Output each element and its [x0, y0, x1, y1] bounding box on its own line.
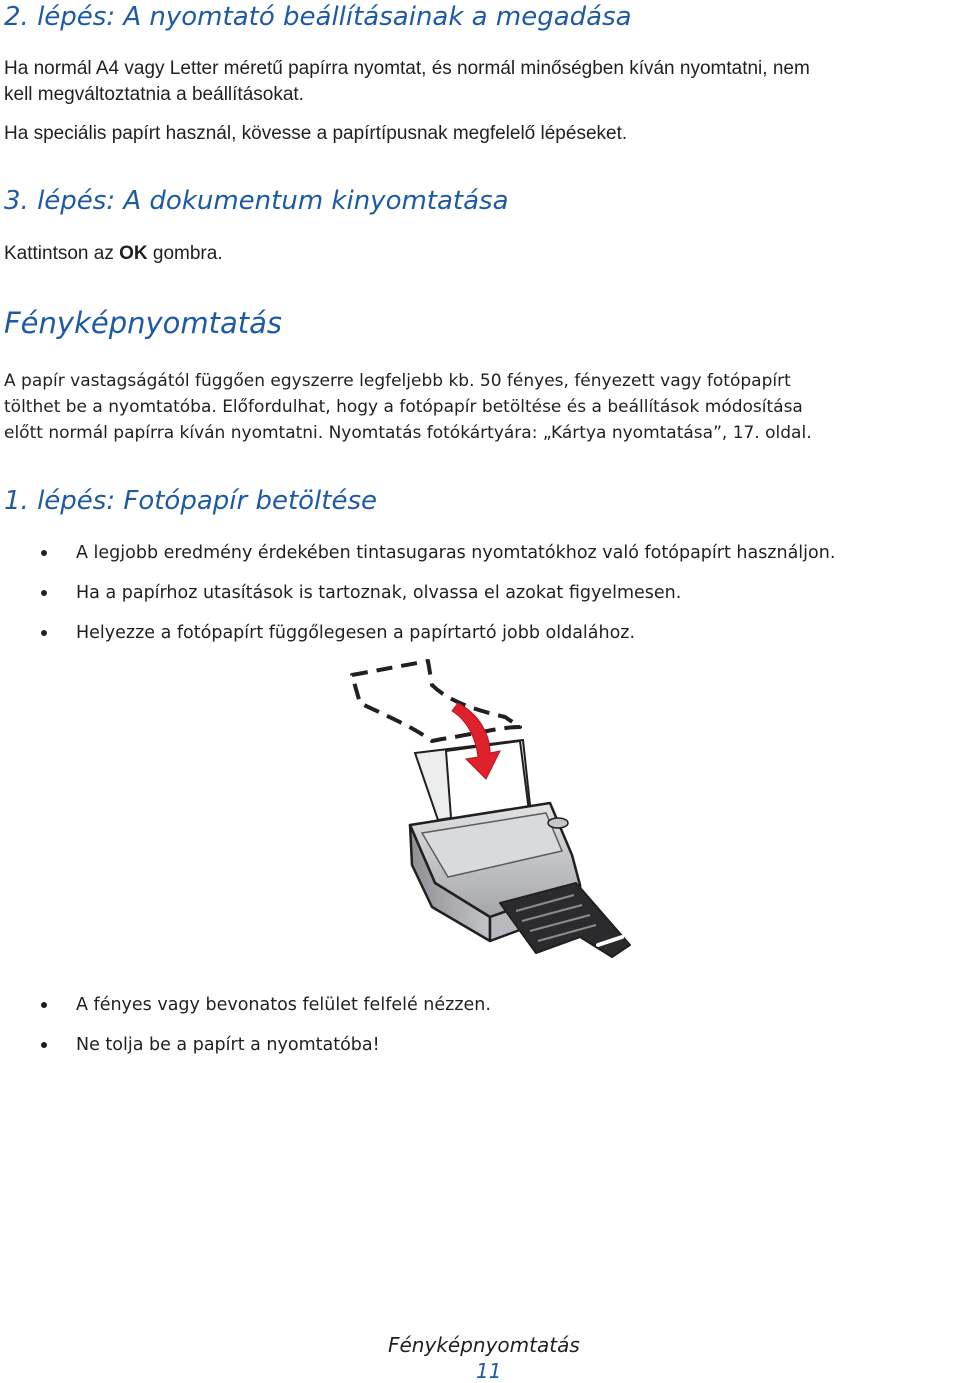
paragraph-line: Ha normál A4 vagy Letter méretű papírra nyomtat, és normál minőségben kíván nyomtatni, nem — [4, 58, 810, 79]
bullet-icon — [41, 550, 47, 556]
footer-chapter-title: Fényképnyomtatás — [388, 1333, 580, 1357]
body-line: előtt normál papírra kíván nyomtatni. Nyomtatás fotókártyára: „Kártya nyomtatása”, 17. oldal. — [4, 423, 812, 443]
list-item-text: A legjobb eredmény érdekében tintasugaras nyomtatókhoz való fotópapírt használjon. — [76, 543, 836, 563]
instruction-paragraph — [4, 241, 223, 267]
bullet-icon — [41, 1042, 47, 1048]
list-item-text: Helyezze a fotópapírt függőlegesen a papírtartó jobb oldalához. — [76, 623, 636, 643]
bullet-icon — [41, 1002, 47, 1008]
body-line: tölthet be a nyomtatóba. Előfordulhat, hogy a fotópapír betöltése és a beállítások módosítása — [4, 397, 803, 417]
printer-illustration — [340, 655, 640, 970]
paper-outline-dashed — [352, 661, 520, 741]
paragraph: Ha speciális papírt használ, kövesse a papírtípusnak megfelelő lépéseket. — [4, 123, 628, 144]
list-item-text: Ne tolja be a papírt a nyomtatóba! — [76, 1035, 380, 1055]
bullet-icon — [41, 590, 47, 596]
instruction-text: gombra. — [147, 243, 223, 264]
bullet-icon — [41, 630, 47, 636]
power-button-icon — [548, 818, 568, 828]
chapter-heading-photo-printing: Fényképnyomtatás — [4, 306, 283, 340]
list-item-text: Ha a papírhoz utasítások is tartoznak, olvassa el azokat figyelmesen. — [76, 583, 682, 603]
ok-keyword: OK — [119, 243, 148, 264]
section-heading-load-photo-paper: 1. lépés: Fotópapír betöltése — [4, 486, 378, 516]
list-item-text: A fényes vagy bevonatos felület felfelé nézzen. — [76, 995, 491, 1015]
section-heading-printer-settings: 2. lépés: A nyomtató beállításainak a megadása — [4, 2, 632, 32]
page-number: 11 — [476, 1359, 502, 1383]
body-line: A papír vastagságától függően egyszerre legfeljebb kb. 50 fényes, fényezett vagy fotópapírt — [4, 371, 791, 391]
paragraph-line: kell megváltoztatnia a beállításokat. — [4, 84, 304, 105]
instruction-text: Kattintson az — [4, 243, 120, 264]
section-heading-print-document: 3. lépés: A dokumentum kinyomtatása — [4, 186, 509, 216]
